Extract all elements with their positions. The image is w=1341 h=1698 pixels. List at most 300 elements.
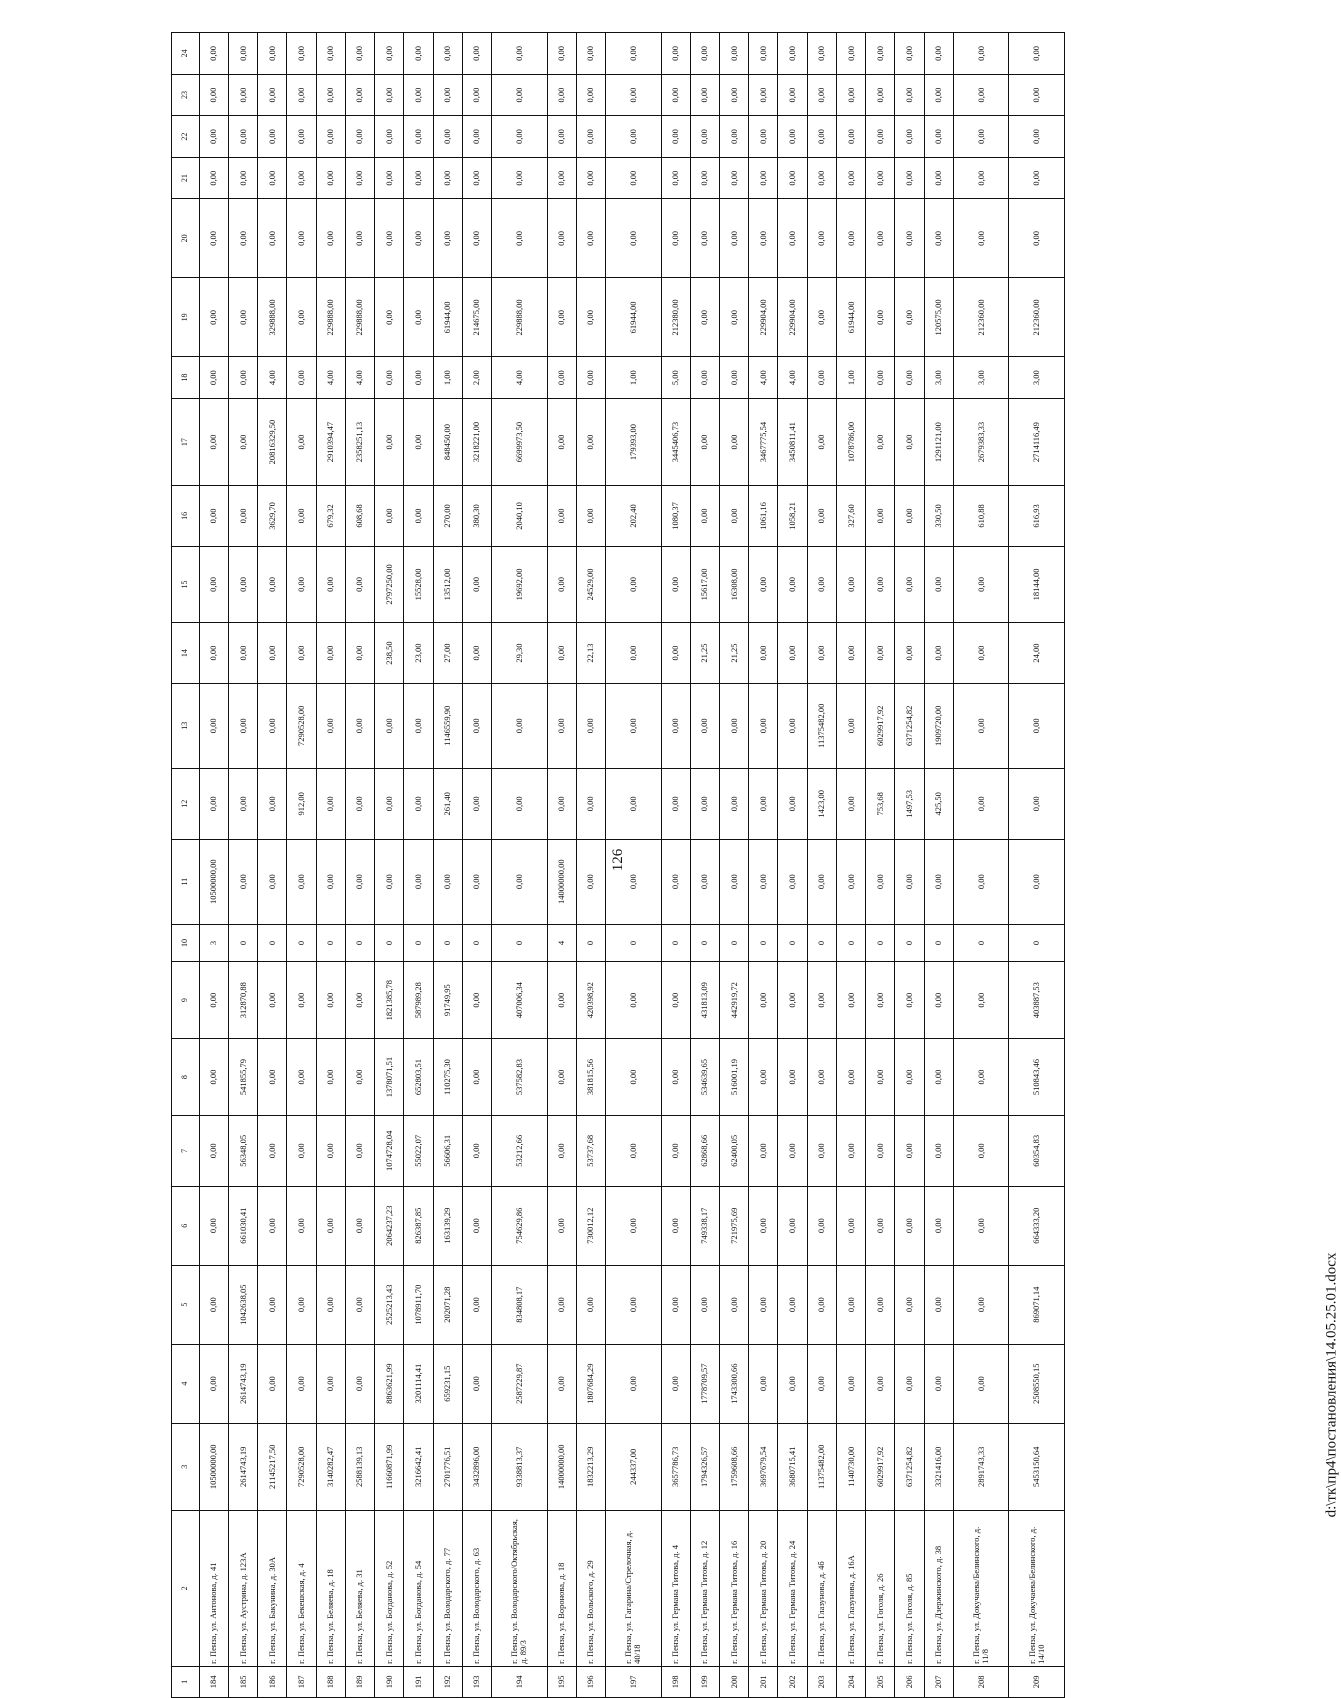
table-cell: 0,00 <box>462 74 491 116</box>
table-cell: 0,00 <box>719 357 748 399</box>
table-cell: 0,00 <box>199 398 228 485</box>
table-cell: 0,00 <box>462 1116 491 1187</box>
table-cell: 0,00 <box>547 116 576 158</box>
table-cell: 0,00 <box>866 1186 895 1265</box>
table-cell: 1078911,70 <box>404 1265 433 1344</box>
table-cell: 0,00 <box>433 116 462 158</box>
table-cell: 0,00 <box>807 962 836 1039</box>
table-cell: 11375482,00 <box>807 683 836 768</box>
address-cell: г. Пенза, ул. Глазунова, д. 4б <box>807 1510 836 1666</box>
table-cell: 0,00 <box>404 486 433 546</box>
table-cell: 3 <box>199 924 228 961</box>
table-cell: 0,00 <box>924 1265 953 1344</box>
table-cell: 381815,56 <box>576 1039 605 1116</box>
table-cell: 0,00 <box>462 1186 491 1265</box>
table-cell: 0,00 <box>778 1116 807 1187</box>
header-row <box>172 33 200 1698</box>
table-cell: 0,00 <box>953 1265 1009 1344</box>
table-cell: 0,00 <box>605 623 661 683</box>
table-cell: 0,00 <box>895 1039 924 1116</box>
table-cell: 0,00 <box>866 839 895 924</box>
table-cell: 0,00 <box>404 357 433 399</box>
table-cell: 200 <box>719 1666 748 1697</box>
table-cell: 0,00 <box>895 398 924 485</box>
table-cell: 0,00 <box>778 768 807 839</box>
table-cell: 0,00 <box>316 962 345 1039</box>
table-cell: 202,40 <box>605 486 661 546</box>
table-cell: 0,00 <box>462 839 491 924</box>
table-cell: 0,00 <box>661 683 690 768</box>
table-cell: 0,00 <box>228 768 257 839</box>
table-cell: 0,00 <box>807 1344 836 1423</box>
table-cell: 0,00 <box>375 33 404 75</box>
table-cell: 11375482,00 <box>807 1423 836 1510</box>
table-cell: 6029917,92 <box>866 683 895 768</box>
table-cell: 0,00 <box>895 839 924 924</box>
table-cell: 0,00 <box>749 623 778 683</box>
table-cell: 0,00 <box>316 1116 345 1187</box>
table-cell: 0,00 <box>547 199 576 278</box>
table-cell: 0,00 <box>547 1265 576 1344</box>
table-cell: 516001,19 <box>719 1039 748 1116</box>
table-cell: 0,00 <box>287 546 316 623</box>
table-cell: 0,00 <box>287 33 316 75</box>
table-cell: 2714116,49 <box>1009 398 1065 485</box>
table-cell: 0,00 <box>895 546 924 623</box>
table-cell: 0,00 <box>345 116 374 158</box>
table-cell: 193 <box>462 1666 491 1697</box>
table-cell: 120575,00 <box>924 278 953 357</box>
table-cell: 0,00 <box>836 199 865 278</box>
table-cell: 0,00 <box>866 357 895 399</box>
table-cell: 24,00 <box>1009 623 1065 683</box>
table-cell: 0,00 <box>807 398 836 485</box>
table-cell: 0,00 <box>807 486 836 546</box>
table-cell: 3321416,00 <box>924 1423 953 1510</box>
table-cell: 197 <box>605 1666 661 1697</box>
table-cell: 0,00 <box>749 1186 778 1265</box>
table-cell: 0,00 <box>576 74 605 116</box>
table-cell: 0,00 <box>807 1116 836 1187</box>
table-cell: 0,00 <box>807 278 836 357</box>
table-cell: 15528,00 <box>404 546 433 623</box>
table-cell: 0,00 <box>895 74 924 116</box>
table-cell: 0,00 <box>287 357 316 399</box>
table-cell: 0,00 <box>1009 199 1065 278</box>
table-cell: 1794326,57 <box>690 1423 719 1510</box>
table-cell: 730012,12 <box>576 1186 605 1265</box>
table-cell: 0,00 <box>258 1116 287 1187</box>
table-cell: 0,00 <box>866 398 895 485</box>
table-cell: 0,00 <box>316 1265 345 1344</box>
table-cell: 0,00 <box>576 839 605 924</box>
table-cell: 0,00 <box>924 199 953 278</box>
table-cell: 0,00 <box>345 546 374 623</box>
table-cell: 0,00 <box>895 623 924 683</box>
table-cell: 0,00 <box>953 546 1009 623</box>
header-cell: 8 <box>172 1039 200 1116</box>
table-cell: 0,00 <box>287 1344 316 1423</box>
table-row <box>316 33 345 1698</box>
table-cell: 0,00 <box>953 1039 1009 1116</box>
table-cell: 21,25 <box>719 623 748 683</box>
table-cell: 1058,21 <box>778 486 807 546</box>
table-cell: 0,00 <box>866 1116 895 1187</box>
table-cell: 0,00 <box>953 199 1009 278</box>
header-cell: 13 <box>172 683 200 768</box>
table-cell: 1497,53 <box>895 768 924 839</box>
header-cell: 9 <box>172 962 200 1039</box>
table-row <box>258 33 287 1698</box>
table-cell: 14000000,00 <box>547 839 576 924</box>
table-cell: 0,00 <box>258 768 287 839</box>
table-cell: 0,00 <box>719 157 748 199</box>
table-cell: 0,00 <box>345 199 374 278</box>
table-cell: 1832213,29 <box>576 1423 605 1510</box>
table-cell: 0,00 <box>316 1039 345 1116</box>
table-cell: 0,00 <box>690 74 719 116</box>
table-cell: 0,00 <box>807 74 836 116</box>
table-cell: 0,00 <box>228 683 257 768</box>
table-cell: 7290528,00 <box>287 1423 316 1510</box>
table-cell: 0,00 <box>404 683 433 768</box>
table-cell: 196 <box>576 1666 605 1697</box>
table-cell: 0,00 <box>836 74 865 116</box>
address-cell: г. Пенза, ул. Докучаева/Белинского, д. 14/10 <box>1009 1510 1065 1666</box>
table-cell: 8863621,99 <box>375 1344 404 1423</box>
table-row <box>924 33 953 1698</box>
table-cell: 0,00 <box>836 1344 865 1423</box>
table-cell: 0,00 <box>690 486 719 546</box>
table-cell: 1080,37 <box>661 486 690 546</box>
table-cell: 869071,14 <box>1009 1265 1065 1344</box>
table-cell: 0,00 <box>605 683 661 768</box>
table-cell: 0,00 <box>661 1039 690 1116</box>
table-cell: 0,00 <box>605 33 661 75</box>
table-cell: 0,00 <box>895 1344 924 1423</box>
table-cell: 0,00 <box>836 1265 865 1344</box>
table-row <box>576 33 605 1698</box>
table-cell: 0,00 <box>719 1265 748 1344</box>
table-cell: 0,00 <box>316 116 345 158</box>
address-cell: г. Пенза, ул. Германа Титова, д. 4 <box>661 1510 690 1666</box>
table-cell: 1146559,90 <box>433 683 462 768</box>
table-cell: 0,00 <box>375 116 404 158</box>
table-cell: 0,00 <box>953 1116 1009 1187</box>
table-cell: 2525213,43 <box>375 1265 404 1344</box>
table-cell: 0,00 <box>836 1186 865 1265</box>
table-cell: 0,00 <box>924 1186 953 1265</box>
table-cell: 0,00 <box>866 157 895 199</box>
table-cell: 0,00 <box>576 486 605 546</box>
table-cell: 0,00 <box>287 398 316 485</box>
table-cell: 1140730,00 <box>836 1423 865 1510</box>
table-cell: 0,00 <box>924 962 953 1039</box>
table-cell: 0,00 <box>547 157 576 199</box>
table-cell: 0,00 <box>576 278 605 357</box>
table-cell: 0,00 <box>375 74 404 116</box>
table-cell: 0,00 <box>375 683 404 768</box>
table-cell: 0,00 <box>605 1186 661 1265</box>
table-cell: 3,00 <box>953 357 1009 399</box>
table-cell: 185 <box>228 1666 257 1697</box>
table-cell: 0,00 <box>836 623 865 683</box>
table-cell: 327,60 <box>836 486 865 546</box>
address-cell: г. Пенза, ул. Володарского, д. 77 <box>433 1510 462 1666</box>
table-cell: 16308,00 <box>719 546 748 623</box>
table-cell: 13512,00 <box>433 546 462 623</box>
table-cell: 0,00 <box>287 199 316 278</box>
table-cell: 403887,53 <box>1009 962 1065 1039</box>
table-cell: 198 <box>661 1666 690 1697</box>
table-cell: 0,00 <box>345 962 374 1039</box>
table-cell: 203 <box>807 1666 836 1697</box>
table-cell: 0,00 <box>924 623 953 683</box>
table-cell: 0,00 <box>690 199 719 278</box>
table-cell: 270,00 <box>433 486 462 546</box>
table-cell: 0,00 <box>345 1265 374 1344</box>
table-cell: 0,00 <box>836 33 865 75</box>
table-cell: 0,00 <box>690 398 719 485</box>
table-cell: 0,00 <box>605 74 661 116</box>
table-cell: 0 <box>375 924 404 961</box>
table-cell: 0,00 <box>228 33 257 75</box>
table-cell: 0,00 <box>375 278 404 357</box>
table-row <box>492 33 548 1698</box>
table-cell: 179393,00 <box>605 398 661 485</box>
table-cell: 0,00 <box>895 33 924 75</box>
table-cell: 29,30 <box>492 623 548 683</box>
table-cell: 0,00 <box>953 74 1009 116</box>
table-cell: 0,00 <box>462 768 491 839</box>
table-cell: 610,88 <box>953 486 1009 546</box>
table-cell: 229888,00 <box>316 278 345 357</box>
table-cell: 202071,28 <box>433 1265 462 1344</box>
table-cell: 0,00 <box>258 546 287 623</box>
table-cell: 0,00 <box>287 157 316 199</box>
table-cell: 0,00 <box>661 157 690 199</box>
table-cell: 0,00 <box>547 486 576 546</box>
table-cell: 0,00 <box>492 683 548 768</box>
table-cell: 2910394,47 <box>316 398 345 485</box>
table-cell: 202 <box>778 1666 807 1697</box>
table-cell: 61944,00 <box>836 278 865 357</box>
table-row <box>287 33 316 1698</box>
table-cell: 0,00 <box>287 1116 316 1187</box>
table-cell: 0,00 <box>924 157 953 199</box>
table-cell: 0,00 <box>433 839 462 924</box>
table-row <box>719 33 748 1698</box>
table-cell: 0,00 <box>836 546 865 623</box>
table-cell: 0 <box>576 924 605 961</box>
table-cell: 3697679,54 <box>749 1423 778 1510</box>
table-cell: 0,00 <box>199 157 228 199</box>
address-cell: г. Пенза, ул. Антонова, д. 41 <box>199 1510 228 1666</box>
table-cell: 110275,30 <box>433 1039 462 1116</box>
table-row <box>547 33 576 1698</box>
table-cell: 0,00 <box>807 357 836 399</box>
table-cell: 0,00 <box>199 683 228 768</box>
table-cell: 0,00 <box>433 74 462 116</box>
address-cell: г. Пенза, ул. Богданова, д. 52 <box>375 1510 404 1666</box>
table-cell: 0 <box>605 924 661 961</box>
header-cell: 4 <box>172 1344 200 1423</box>
table-cell: 0,00 <box>895 116 924 158</box>
table-cell: 0,00 <box>547 962 576 1039</box>
table-cell: 0,00 <box>661 116 690 158</box>
table-cell: 1074728,04 <box>375 1116 404 1187</box>
address-cell: г. Пенза, ул. Володарского, д. 63 <box>462 1510 491 1666</box>
table-cell: 1,00 <box>836 357 865 399</box>
table-cell: 0,00 <box>895 157 924 199</box>
table-cell: 0,00 <box>661 1344 690 1423</box>
table-cell: 21,25 <box>690 623 719 683</box>
table-cell: 0,00 <box>199 1265 228 1344</box>
table-cell: 0,00 <box>287 1265 316 1344</box>
table-row <box>345 33 374 1698</box>
table-cell: 407006,34 <box>492 962 548 1039</box>
table-cell: 0,00 <box>807 1186 836 1265</box>
table-cell: 659231,15 <box>433 1344 462 1423</box>
table-cell: 24529,00 <box>576 546 605 623</box>
table-cell: 91749,95 <box>433 962 462 1039</box>
table-cell: 206 <box>895 1666 924 1697</box>
table-cell: 0,00 <box>547 768 576 839</box>
address-cell: г. Пенза, ул. Германа Титова, д. 16 <box>719 1510 748 1666</box>
table-cell: 0,00 <box>661 33 690 75</box>
table-cell: 1078786,00 <box>836 398 865 485</box>
table-cell: 0,00 <box>778 546 807 623</box>
table-cell: 2797250,00 <box>375 546 404 623</box>
table-cell: 0,00 <box>719 199 748 278</box>
table-cell: 0 <box>462 924 491 961</box>
table-cell: 0,00 <box>749 1265 778 1344</box>
address-cell: г. Пенза, ул. Германа Титова, д. 12 <box>690 1510 719 1666</box>
table-cell: 55022,07 <box>404 1116 433 1187</box>
table-cell: 0,00 <box>345 623 374 683</box>
table-cell: 0,00 <box>547 357 576 399</box>
table-cell: 0,00 <box>953 157 1009 199</box>
table-cell: 0,00 <box>953 33 1009 75</box>
table-cell: 1807684,29 <box>576 1344 605 1423</box>
table-cell: 0,00 <box>492 33 548 75</box>
table-cell: 0,00 <box>924 1116 953 1187</box>
table-cell: 0 <box>287 924 316 961</box>
table-cell: 0,00 <box>866 278 895 357</box>
table-cell: 0,00 <box>1009 157 1065 199</box>
table-cell: 0,00 <box>924 839 953 924</box>
table-cell: 0,00 <box>258 74 287 116</box>
table-cell: 0,00 <box>953 768 1009 839</box>
table-cell: 0,00 <box>895 1265 924 1344</box>
data-table <box>171 32 1065 1698</box>
table-cell: 0,00 <box>228 157 257 199</box>
table-cell: 0,00 <box>199 486 228 546</box>
table-cell: 194 <box>492 1666 548 1697</box>
table-cell: 0 <box>316 924 345 961</box>
table-cell: 229888,00 <box>492 278 548 357</box>
table-cell: 0,00 <box>866 623 895 683</box>
table-cell: 0,00 <box>287 1039 316 1116</box>
table-cell: 0,00 <box>661 1265 690 1344</box>
table-cell: 0,00 <box>258 157 287 199</box>
table-cell: 6699973,50 <box>492 398 548 485</box>
table-cell: 3467775,54 <box>749 398 778 485</box>
table-cell: 0,00 <box>866 74 895 116</box>
table-cell: 189 <box>345 1666 374 1697</box>
table-cell: 0,00 <box>316 1186 345 1265</box>
header-cell: 5 <box>172 1265 200 1344</box>
table-cell: 0,00 <box>462 1265 491 1344</box>
table-cell: 0,00 <box>375 768 404 839</box>
table-cell: 0,00 <box>924 1344 953 1423</box>
table-cell: 0,00 <box>547 546 576 623</box>
table-cell: 0,00 <box>895 486 924 546</box>
table-cell: 0,00 <box>690 357 719 399</box>
table-cell: 6371254,82 <box>895 1423 924 1510</box>
table-cell: 754629,86 <box>492 1186 548 1265</box>
table-cell: 0,00 <box>749 33 778 75</box>
table-cell: 0,00 <box>433 199 462 278</box>
table-cell: 22,13 <box>576 623 605 683</box>
table-cell: 0,00 <box>287 74 316 116</box>
table-cell: 3,00 <box>1009 357 1065 399</box>
table-cell: 0 <box>492 924 548 961</box>
table-cell: 0,00 <box>258 116 287 158</box>
table-cell: 0,00 <box>462 623 491 683</box>
table-cell: 0,00 <box>661 623 690 683</box>
address-cell: г. Пенза, ул. Бакунина, д. 30А <box>258 1510 287 1666</box>
table-cell: 0,00 <box>807 839 836 924</box>
header-cell: 15 <box>172 546 200 623</box>
table-cell: 0,00 <box>749 962 778 1039</box>
table-cell: 0,00 <box>228 623 257 683</box>
table-cell: 3140282,47 <box>316 1423 345 1510</box>
table-cell: 0,00 <box>345 1039 374 1116</box>
table-cell: 0,00 <box>404 398 433 485</box>
table-cell: 53737,68 <box>576 1116 605 1187</box>
table-cell: 0,00 <box>462 683 491 768</box>
table-row <box>836 33 865 1698</box>
table-cell: 0,00 <box>836 962 865 1039</box>
table-cell: 0,00 <box>953 1344 1009 1423</box>
table-cell: 0,00 <box>492 768 548 839</box>
table-cell: 0,00 <box>345 768 374 839</box>
table-cell: 679,32 <box>316 486 345 546</box>
table-cell: 0,00 <box>661 962 690 1039</box>
table-cell: 0,00 <box>547 398 576 485</box>
table-cell: 0,00 <box>547 623 576 683</box>
table-cell: 0,00 <box>1009 74 1065 116</box>
table-cell: 0,00 <box>228 278 257 357</box>
table-cell: 0,00 <box>719 839 748 924</box>
table-cell: 0,00 <box>547 33 576 75</box>
header-cell: 10 <box>172 924 200 961</box>
table-cell: 0,00 <box>866 199 895 278</box>
table-cell: 0,00 <box>462 199 491 278</box>
address-cell: г. Пенза, ул. Гоголя, д. 85 <box>895 1510 924 1666</box>
table-cell: 62868,66 <box>690 1116 719 1187</box>
table-cell: 0,00 <box>719 33 748 75</box>
table-cell: 0,00 <box>866 116 895 158</box>
address-cell: г. Пенза, ул. Богданова, д. 54 <box>404 1510 433 1666</box>
table-cell: 0,00 <box>1009 683 1065 768</box>
table-cell: 0,00 <box>836 116 865 158</box>
table-cell: 0,00 <box>576 357 605 399</box>
table-cell: 0,00 <box>492 157 548 199</box>
table-cell: 0,00 <box>866 486 895 546</box>
table-cell: 0,00 <box>433 157 462 199</box>
